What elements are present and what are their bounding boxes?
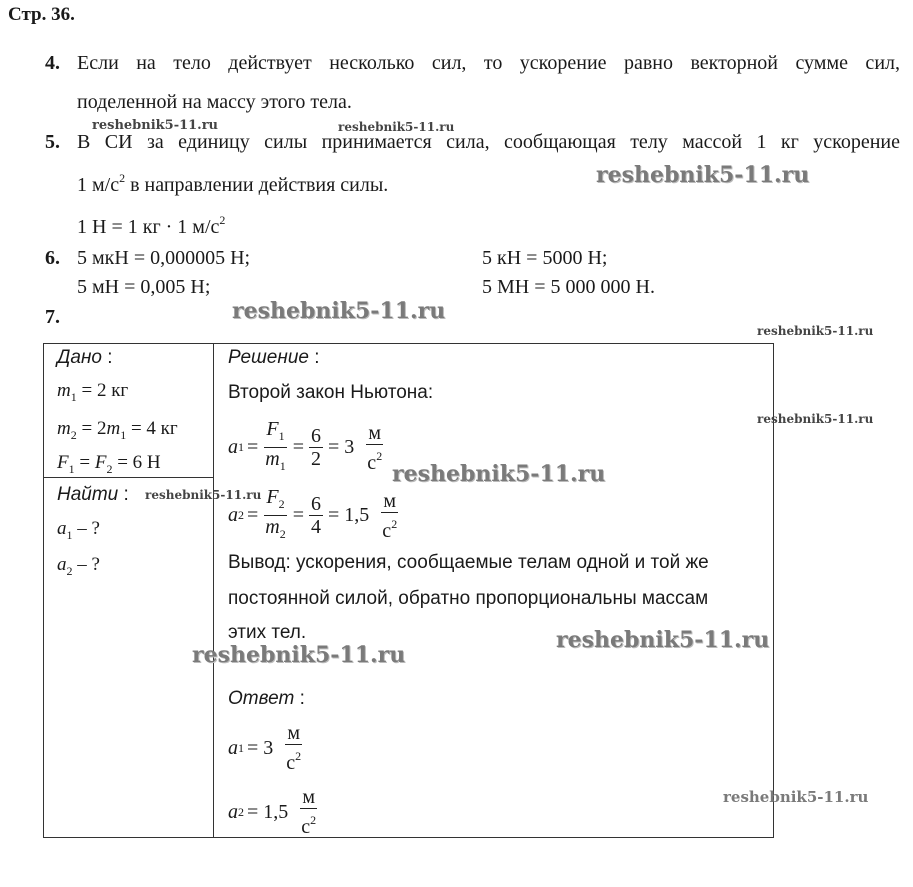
given-label: Дано : (57, 347, 113, 368)
conversion-kn: 5 кН = 5000 Н; (482, 247, 608, 269)
watermark: reshebnik5-11.ru (145, 488, 262, 502)
item-4-line-1: Если на тело действует несколько сил, то ускорение равно векторной сумме сил, (77, 52, 900, 74)
conclusion-line-2: постоянной силой, обратно пропорциональны массам (228, 588, 709, 609)
watermark: reshebnik5-11.ru (757, 412, 874, 426)
item-5-line-2: 1 $м/с^2$ в направлении действия силы. (77, 171, 389, 196)
item-number-5: 5. (45, 131, 60, 153)
watermark: reshebnik5-11.ru (757, 324, 874, 338)
conversion-mn: 5 мН = 0,005 Н; (77, 276, 211, 298)
watermark: reshebnik5-11.ru (392, 461, 606, 487)
conclusion-line-1: Вывод: ускорения, сообщаемые телам одной и той же (228, 552, 709, 573)
answer-a1: a 1 = 3 $\frac{м}{с^2}$ (228, 722, 302, 774)
equation-a1: a 1 = $\frac{F_1}{m_1}$ = $\frac{6}{2}$ = 3 $\frac{м}{с^2}$ (228, 418, 383, 474)
item-5-formula: 1 Н = 1 кг · 1 $м/с^2$ (77, 213, 226, 238)
item-number-4: 4. (45, 52, 60, 74)
find-label: Найти : (57, 484, 129, 505)
item-4-line-2: поделенной на массу этого тела. (77, 91, 352, 113)
page-title: Стр. 36. (8, 4, 75, 25)
find-a1: $a_1$ – ? (57, 518, 100, 542)
given-m1: $m_1 = 2$ кг (57, 380, 129, 404)
watermark: reshebnik5-11.ru (596, 162, 810, 188)
conversion-meganewton: 5 МН = 5 000 000 Н. (482, 276, 655, 298)
table-divider-vertical (213, 343, 214, 838)
find-a2: $a_2$ – ? (57, 554, 100, 578)
conversion-mkn: 5 мкН = 0,000005 Н; (77, 247, 251, 269)
newton-law-heading: Второй закон Ньютона: (228, 382, 434, 403)
watermark: reshebnik5-11.ru (192, 642, 406, 668)
item-5-line-1: В СИ за единицу силы принимается сила, сообщающая телу массой 1 кг ускорение (77, 131, 900, 153)
watermark: reshebnik5-11.ru (556, 627, 770, 653)
answer-a2: a 2 = 1,5 $\frac{м}{с^2}$ (228, 786, 317, 838)
table-divider-horizontal (43, 477, 214, 478)
watermark: reshebnik5-11.ru (232, 298, 446, 324)
watermark: reshebnik5-11.ru (723, 788, 869, 806)
watermark: reshebnik5-11.ru (92, 118, 219, 133)
given-m2: $m_2 = 2m_1 = 4$ кг (57, 418, 178, 442)
solution-label: Решение : (228, 347, 320, 368)
item-number-6: 6. (45, 247, 60, 269)
conclusion-line-3: этих тел. (228, 622, 307, 643)
watermark: reshebnik5-11.ru (338, 120, 455, 134)
given-forces: $F_1 = F_2 = 6$ Н (57, 452, 161, 476)
answer-label: Ответ : (228, 688, 305, 709)
equation-a2: a 2 = $\frac{F_2}{m_2}$ = $\frac{6}{4}$ = 1,5 $\frac{м}{с^2}$ (228, 486, 398, 542)
item-number-7: 7. (45, 306, 60, 328)
